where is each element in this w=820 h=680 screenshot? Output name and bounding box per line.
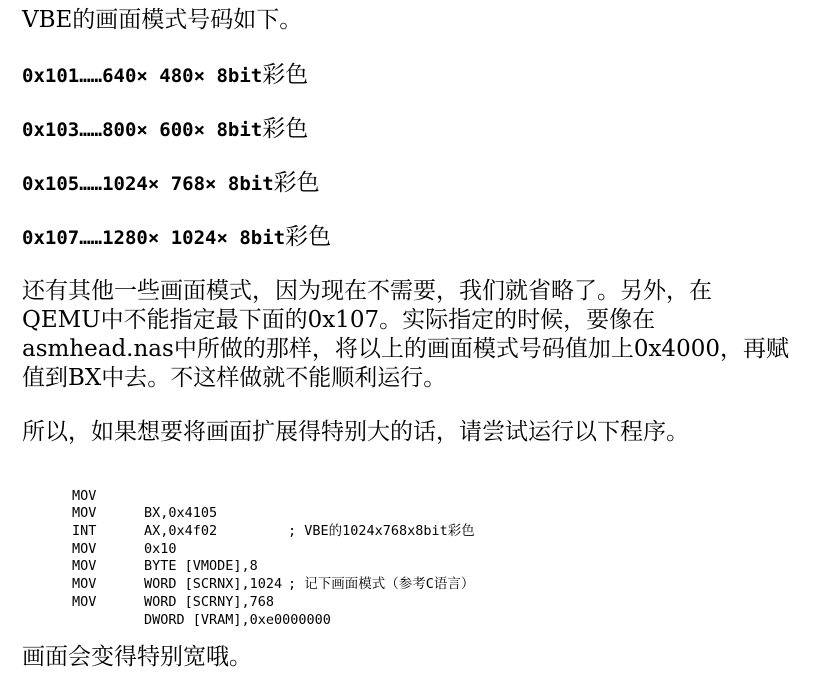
code-op: MOV (72, 487, 97, 504)
code-comment: ; 记下画面模式（参考C语言） (288, 576, 475, 593)
paragraph-line: QEMU中不能指定最下面的0x107。实际指定的时候，要像在 (22, 307, 656, 333)
code-block (72, 470, 475, 628)
code-arg: DWORD [VRAM],0xe0000000 (144, 611, 331, 628)
mode-suffix: 彩色 (262, 62, 309, 88)
mode-line (22, 170, 320, 197)
paragraph-line: 还有其他一些画面模式，因为现在不需要，我们就省略了。另外，在 (22, 278, 712, 304)
code-op: MOV (72, 593, 97, 610)
mode-line (22, 62, 308, 89)
mode-code: 0x107……1280× 1024× 8bit (22, 227, 286, 249)
mode-line (22, 116, 308, 143)
code-arg: BX,0x4105 (144, 505, 218, 522)
code-arg: AX,0x4f02 (144, 523, 218, 540)
code-op: MOV (72, 505, 97, 522)
code-op: INT (72, 523, 97, 540)
code-comment: ; VBE的1024x768x8bit彩色 (288, 523, 475, 540)
code-op: MOV (72, 576, 97, 593)
code-arg: WORD [SCRNX],1024 (144, 576, 283, 593)
closing-text: 画面会变得特别宽哦。 (22, 644, 252, 670)
paragraph-text: 所以，如果想要将画面扩展得特别大的话，请尝试运行以下程序。 (22, 419, 689, 445)
mode-line (22, 224, 331, 251)
mode-suffix: 彩色 (273, 170, 320, 196)
code-arg: WORD [SCRNY],768 (144, 593, 275, 610)
code-op: MOV (72, 540, 97, 557)
paragraph-line: 值到BX中去。不这样做就不能顺利运行。 (22, 365, 447, 391)
paragraph-line: asmhead.nas中所做的那样，将以上的画面模式号码值加上0x4000，再赋 (22, 336, 789, 362)
intro-text: VBE的画面模式号码如下。 (22, 7, 303, 33)
mode-suffix: 彩色 (285, 224, 332, 250)
code-op: MOV (72, 558, 97, 575)
mode-code: 0x103……800× 600× 8bit (22, 119, 263, 141)
mode-code: 0x101……640× 480× 8bit (22, 65, 263, 87)
code-arg: BYTE [VMODE],8 (144, 558, 258, 575)
code-arg: 0x10 (144, 540, 177, 557)
mode-suffix: 彩色 (262, 116, 309, 142)
mode-code: 0x105……1024× 768× 8bit (22, 173, 274, 195)
